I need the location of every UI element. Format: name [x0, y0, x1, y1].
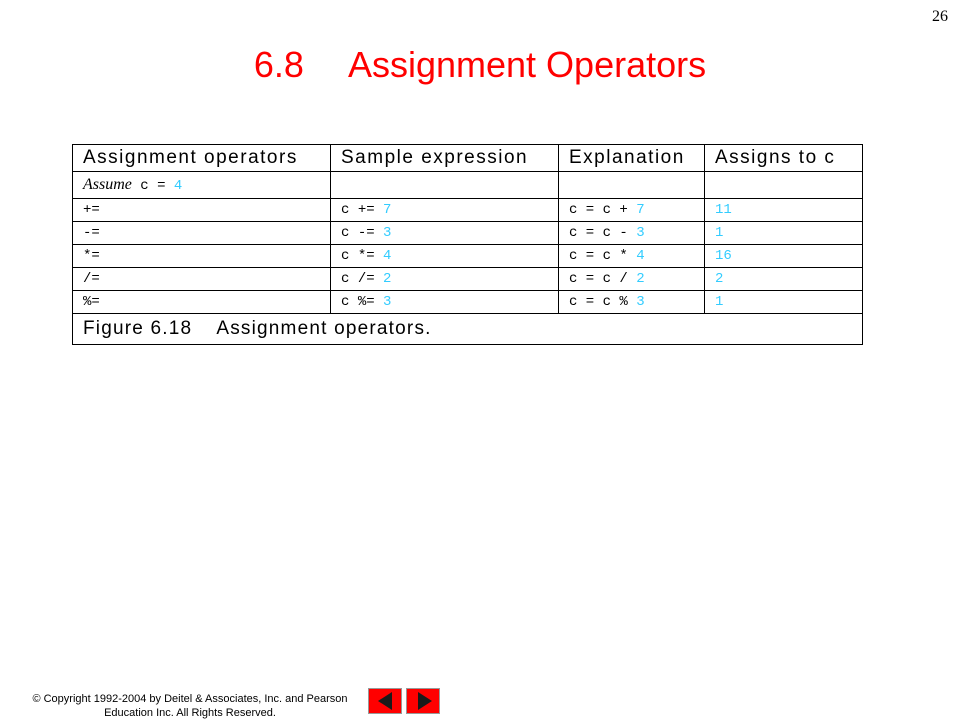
- sample-cell: [331, 268, 559, 291]
- explanation-expr: c = c %: [569, 294, 628, 310]
- assume-value: 4: [173, 178, 183, 194]
- explanation-cell: [559, 291, 705, 314]
- next-slide-button[interactable]: [406, 688, 440, 714]
- assume-eq: =: [157, 178, 166, 194]
- sample-var: c: [341, 294, 350, 310]
- page-number: 26: [932, 8, 948, 25]
- table-row: [73, 199, 863, 222]
- copyright-line-1: © Copyright 1992-2004 by Deitel & Associates, Inc. and Pearson: [32, 693, 348, 705]
- sample-op: -=: [357, 225, 375, 241]
- explanation-expr: c = c /: [569, 271, 628, 287]
- sample-value: 3: [383, 294, 392, 310]
- sample-op: *=: [357, 248, 375, 264]
- sample-var: c: [341, 225, 350, 241]
- copyright-line-2: Education Inc. All Rights Reserved.: [104, 707, 276, 719]
- result-cell: 16: [705, 245, 863, 268]
- explanation-cell: [559, 245, 705, 268]
- slide-title: 6.8 Assignment Operators: [253, 44, 707, 85]
- operator-cell: -=: [73, 222, 331, 245]
- table-row: [73, 268, 863, 291]
- result-cell: 1: [705, 291, 863, 314]
- header-assigns-to: Assigns to c: [705, 145, 863, 172]
- explanation-cell: [559, 199, 705, 222]
- result-cell: 11: [705, 199, 863, 222]
- assume-word: Assume: [83, 176, 132, 193]
- operator-cell: /=: [73, 268, 331, 291]
- previous-slide-button[interactable]: [368, 688, 402, 714]
- empty-cell: [559, 172, 705, 199]
- explanation-expr: c = c *: [569, 248, 628, 264]
- sample-value: 4: [383, 248, 392, 264]
- empty-cell: [705, 172, 863, 199]
- sample-cell: [331, 222, 559, 245]
- result-cell: 1: [705, 222, 863, 245]
- table-row: [73, 222, 863, 245]
- sample-value: 3: [383, 225, 392, 241]
- table-row: [73, 291, 863, 314]
- table-header-row: [73, 145, 863, 172]
- right-arrow-icon: [418, 692, 432, 710]
- explanation-value: 3: [636, 294, 645, 310]
- explanation-value: 4: [636, 248, 645, 264]
- assume-var: c: [140, 178, 149, 194]
- assume-row: [73, 172, 863, 199]
- explanation-cell: [559, 222, 705, 245]
- header-assignment-operators: Assignment operators: [73, 145, 331, 172]
- header-explanation: Explanation: [559, 145, 705, 172]
- operator-cell: %=: [73, 291, 331, 314]
- empty-cell: [331, 172, 559, 199]
- sample-var: c: [341, 271, 350, 287]
- operator-cell: *=: [73, 245, 331, 268]
- explanation-value: 2: [636, 271, 645, 287]
- operator-cell: +=: [73, 199, 331, 222]
- figure-label: Figure 6.18: [83, 318, 193, 339]
- explanation-expr: c = c -: [569, 225, 628, 241]
- sample-cell: [331, 199, 559, 222]
- copyright-footer: [10, 692, 370, 720]
- left-arrow-icon: [378, 692, 392, 710]
- explanation-expr: c = c +: [569, 202, 628, 218]
- header-sample-expression: Sample expression: [331, 145, 559, 172]
- explanation-value: 3: [636, 225, 645, 241]
- table-row: [73, 245, 863, 268]
- sample-var: c: [341, 202, 350, 218]
- sample-op: +=: [357, 202, 375, 218]
- sample-op: %=: [357, 294, 375, 310]
- caption-row: [73, 314, 863, 345]
- assume-cell: [73, 172, 331, 199]
- sample-value: 2: [383, 271, 392, 287]
- result-cell: 2: [705, 268, 863, 291]
- sample-value: 7: [383, 202, 392, 218]
- figure-caption: [73, 314, 863, 345]
- assignment-operators-table: [72, 144, 863, 345]
- sample-cell: [331, 291, 559, 314]
- explanation-cell: [559, 268, 705, 291]
- sample-op: /=: [357, 271, 375, 287]
- explanation-value: 7: [636, 202, 645, 218]
- sample-cell: [331, 245, 559, 268]
- figure-caption-text: Assignment operators.: [216, 318, 432, 339]
- sample-var: c: [341, 248, 350, 264]
